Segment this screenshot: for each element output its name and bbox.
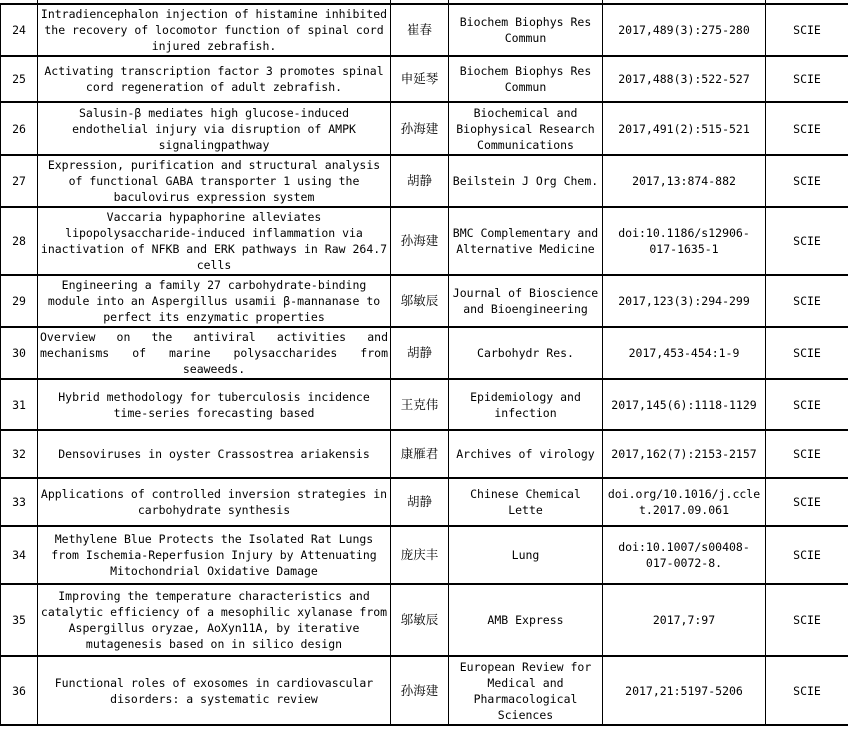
paper-title: Methylene Blue Protects the Isolated Rat Lungs from Ischemia-Reperfusion Injury by Attenuating Mitochondrial Oxidative Damage <box>38 526 391 584</box>
journal-name: Epidemiology and infection <box>449 379 603 430</box>
citation-text: doi.org/10.1016/j.cclet.2017.09.061 <box>603 478 766 526</box>
publication-row <box>1 327 848 379</box>
author-name: 胡静 <box>391 327 449 379</box>
paper-title: Densoviruses in oyster Crassostrea ariakensis <box>38 430 391 478</box>
author-name: 孙海建 <box>391 102 449 155</box>
index-database: SCIE <box>766 4 848 56</box>
citation-text: 2017,145(6):1118-1129 <box>603 379 766 430</box>
index-database: SCIE <box>766 430 848 478</box>
publication-row <box>1 155 848 207</box>
journal-name: Biochem Biophys Res Commun <box>449 4 603 56</box>
journal-name: AMB Express <box>449 584 603 656</box>
publication-row <box>1 478 848 526</box>
citation-text: 2017,13:874-882 <box>603 155 766 207</box>
paper-title: Intradiencephalon injection of histamine inhibited the recovery of locomotor function of spinal cord injured zebrafish. <box>38 4 391 56</box>
author-name: 孙海建 <box>391 207 449 275</box>
publication-row <box>1 379 848 430</box>
publication-row <box>1 4 848 56</box>
author-name: 崔春 <box>391 4 449 56</box>
row-number: 27 <box>1 155 38 207</box>
citation-text: 2017,491(2):515-521 <box>603 102 766 155</box>
citation-text: 2017,489(3):275-280 <box>603 4 766 56</box>
paper-title: Salusin-β mediates high glucose-induced endothelial injury via disruption of AMPK signalingpathway <box>38 102 391 155</box>
publication-row <box>1 275 848 327</box>
journal-name: BMC Complementary and Alternative Medicine <box>449 207 603 275</box>
citation-text: 2017,453-454:1-9 <box>603 327 766 379</box>
index-database: SCIE <box>766 56 848 102</box>
paper-title: Hybrid methodology for tuberculosis incidence time-series forecasting based <box>38 379 391 430</box>
journal-name: Biochem Biophys Res Commun <box>449 56 603 102</box>
author-name: 王克伟 <box>391 379 449 430</box>
author-name: 庞庆丰 <box>391 526 449 584</box>
author-name: 邬敏辰 <box>391 275 449 327</box>
row-number: 26 <box>1 102 38 155</box>
citation-text: 2017,488(3):522-527 <box>603 56 766 102</box>
row-number: 25 <box>1 56 38 102</box>
journal-name: Chinese Chemical Lette <box>449 478 603 526</box>
index-database: SCIE <box>766 478 848 526</box>
author-name: 胡静 <box>391 155 449 207</box>
citation-text: doi:10.1007/s00408-017-0072-8. <box>603 526 766 584</box>
publication-row <box>1 56 848 102</box>
citation-text: 2017,21:5197-5206 <box>603 656 766 725</box>
index-database: SCIE <box>766 327 848 379</box>
row-number: 24 <box>1 4 38 56</box>
paper-title: Activating transcription factor 3 promotes spinal cord regeneration of adult zebrafish. <box>38 56 391 102</box>
publications-table <box>0 3 848 726</box>
publication-row <box>1 430 848 478</box>
paper-title: Applications of controlled inversion strategies in carbohydrate synthesis <box>38 478 391 526</box>
index-database: SCIE <box>766 656 848 725</box>
index-database: SCIE <box>766 275 848 327</box>
citation-text: doi:10.1186/s12906-017-1635-1 <box>603 207 766 275</box>
citation-text: 2017,162(7):2153-2157 <box>603 430 766 478</box>
index-database: SCIE <box>766 102 848 155</box>
row-number: 31 <box>1 379 38 430</box>
row-number: 35 <box>1 584 38 656</box>
index-database: SCIE <box>766 379 848 430</box>
publication-row <box>1 526 848 584</box>
index-database: SCIE <box>766 207 848 275</box>
paper-title: Expression, purification and structural analysis of functional GABA transporter 1 using the baculovirus expression system <box>38 155 391 207</box>
row-number: 34 <box>1 526 38 584</box>
paper-title: Engineering a family 27 carbohydrate-binding module into an Aspergillus usamii β-mannanase to perfect its enzymatic properties <box>38 275 391 327</box>
journal-name: European Review for Medical and Pharmacological Sciences <box>449 656 603 725</box>
author-name: 康雁君 <box>391 430 449 478</box>
index-database: SCIE <box>766 584 848 656</box>
author-name: 申延琴 <box>391 56 449 102</box>
journal-name: Carbohydr Res. <box>449 327 603 379</box>
author-name: 邬敏辰 <box>391 584 449 656</box>
paper-title: Functional roles of exosomes in cardiovascular disorders: a systematic review <box>38 656 391 725</box>
journal-name: Archives of virology <box>449 430 603 478</box>
journal-name: Biochemical and Biophysical Research Communications <box>449 102 603 155</box>
publication-row <box>1 584 848 656</box>
row-number: 32 <box>1 430 38 478</box>
citation-text: 2017,7:97 <box>603 584 766 656</box>
publication-row <box>1 656 848 725</box>
index-database: SCIE <box>766 155 848 207</box>
paper-title: Overview on the antiviral activities and mechanisms of marine polysaccharides from seaweeds. <box>38 327 391 379</box>
author-name: 胡静 <box>391 478 449 526</box>
publication-row <box>1 102 848 155</box>
publication-row <box>1 207 848 275</box>
journal-name: Journal of Bioscience and Bioengineering <box>449 275 603 327</box>
row-number: 33 <box>1 478 38 526</box>
citation-text: 2017,123(3):294-299 <box>603 275 766 327</box>
paper-title: Improving the temperature characteristics and catalytic efficiency of a mesophilic xylanase from Aspergillus oryzae, AoXyn11A, by iterative mutagenesis based on in silico design <box>38 584 391 656</box>
journal-name: Beilstein J Org Chem. <box>449 155 603 207</box>
author-name: 孙海建 <box>391 656 449 725</box>
row-number: 30 <box>1 327 38 379</box>
index-database: SCIE <box>766 526 848 584</box>
row-number: 36 <box>1 656 38 725</box>
row-number: 29 <box>1 275 38 327</box>
row-number: 28 <box>1 207 38 275</box>
paper-title: Vaccaria hypaphorine alleviates lipopolysaccharide-induced inflammation via inactivation of NFΚB and ERK pathways in Raw 264.7 cells <box>38 207 391 275</box>
journal-name: Lung <box>449 526 603 584</box>
